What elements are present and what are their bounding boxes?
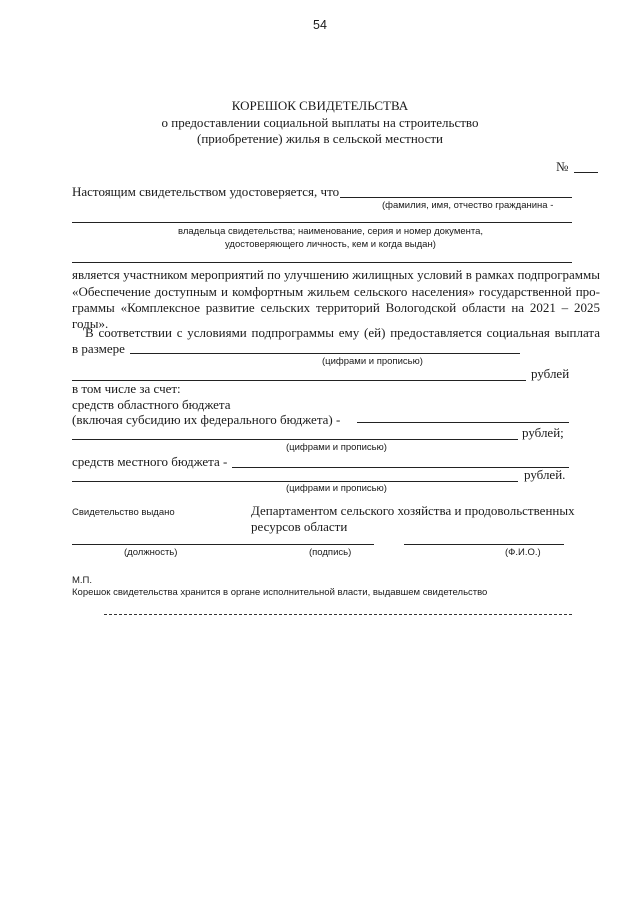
participant-para-line-1: является участником мероприятий по улучшению жилищных условий в рамках подпрограммы bbox=[72, 267, 600, 282]
owner-document-line-1 bbox=[72, 222, 572, 223]
document-subtitle-line-1: о предоставлении социальной выплаты на строительство bbox=[161, 115, 479, 130]
amount-line-1 bbox=[130, 353, 520, 354]
regional-budget-line-2: (включая субсидию их федерального бюджета) - bbox=[72, 412, 341, 427]
rubles-label-1: рублей bbox=[531, 366, 570, 381]
hint-owner-line-1: владельца свидетельства; наименование, серия и номер документа, bbox=[178, 226, 484, 237]
hint-digits-words-1: (цифрами и прописью) bbox=[322, 356, 423, 367]
hint-owner-line-2: удостоверяющего личность, кем и когда выдан) bbox=[225, 239, 436, 250]
cut-line bbox=[104, 614, 572, 615]
certify-text: Настоящим свидетельством удостоверяется, что bbox=[72, 184, 340, 199]
local-amount-line-2 bbox=[72, 481, 518, 482]
participant-para-line-4: годы». bbox=[72, 316, 109, 331]
seal-label: М.П. bbox=[72, 575, 93, 586]
issuer-line-1: Департаментом сельского хозяйства и продовольственных bbox=[251, 503, 575, 518]
hint-fio: (фамилия, имя, отчество гражданина - bbox=[382, 200, 554, 211]
document-subtitle-line-2: (приобретение) жилья в сельской местности bbox=[196, 131, 444, 146]
rubles-label-2: рублей; bbox=[522, 425, 564, 440]
accordance-para-line-1: В соответствии с условиями подпрограммы ему (ей) предоставляется социальная выплата bbox=[85, 325, 600, 340]
participant-para-line-3: граммы «Комплексное развитие сельских территорий Вологодской области на 2021 – 2025 bbox=[72, 300, 600, 315]
document-title: КОРЕШОК СВИДЕТЕЛЬСТВА bbox=[231, 98, 409, 113]
citizen-name-line bbox=[340, 197, 572, 198]
hint-fio-short: (Ф.И.О.) bbox=[505, 547, 541, 558]
accordance-para-line-2: в размере bbox=[72, 341, 125, 356]
number-field-line bbox=[574, 172, 598, 173]
local-amount-line-1 bbox=[232, 467, 569, 468]
number-label: № bbox=[556, 159, 569, 174]
rubles-label-3: рублей. bbox=[524, 467, 566, 482]
hint-digits-words-3: (цифрами и прописью) bbox=[286, 483, 387, 494]
hint-digits-words-2: (цифрами и прописью) bbox=[286, 442, 387, 453]
storage-note: Корешок свидетельства хранится в органе исполнительной власти, выдавшем свидетельство bbox=[72, 587, 488, 598]
page-number: 54 bbox=[313, 18, 327, 32]
hint-signature: (подпись) bbox=[309, 547, 352, 558]
hint-position: (должность) bbox=[124, 547, 178, 558]
regional-amount-line-2 bbox=[72, 439, 518, 440]
fio-line bbox=[404, 544, 564, 545]
regional-budget-line-1: средств областного бюджета bbox=[72, 397, 231, 412]
participant-para-line-2: «Обеспечение доступным и комфортным жильем сельского населения» государственной про- bbox=[72, 284, 600, 299]
issuer-line-2: ресурсов области bbox=[251, 519, 348, 534]
position-signature-line bbox=[72, 544, 374, 545]
regional-amount-line-1 bbox=[357, 422, 569, 423]
including-label: в том числе за счет: bbox=[72, 381, 181, 396]
issued-label: Свидетельство выдано bbox=[72, 507, 175, 518]
owner-document-line-2 bbox=[72, 262, 572, 263]
local-budget-label: средств местного бюджета - bbox=[72, 454, 228, 469]
